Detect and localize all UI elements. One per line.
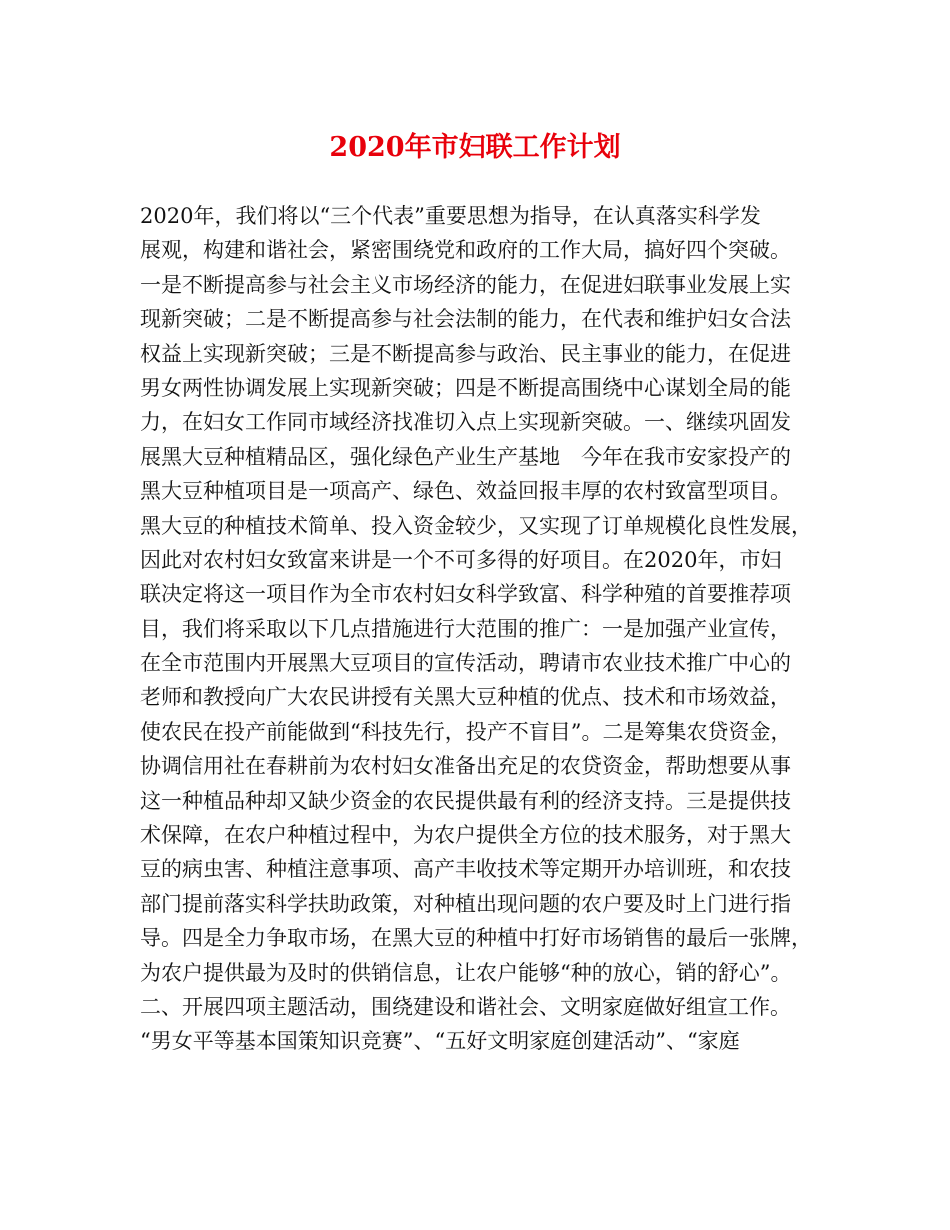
body-line: 这一种植品种却又缺少资金的农民提供最有利的经济支持。三是提供技 <box>140 788 791 813</box>
body-line: 2020年，我们将以“三个代表”重要思想为指导，在认真落实科学发 <box>140 204 761 228</box>
body-line: “男女平等基本国策知识竞赛”、“五好文明家庭创建活动”、“家庭 <box>140 1029 740 1054</box>
body-line: 二、开展四项主题活动，围绕建设和谐社会、文明家庭做好组宣工作。 <box>140 994 791 1019</box>
body-line: 老师和教授向广大农民讲授有关黑大豆种植的优点、技术和市场效益， <box>140 685 791 710</box>
body-line: 使农民在投产前能做到“科技先行，投产不盲目”。二是筹集农贷资金， <box>140 719 792 744</box>
body-line: 联决定将这一项目作为全市农村妇女科学致富、科学种殖的首要推荐项 <box>140 582 791 607</box>
body-line: 男女两性协调发展上实现新突破；四是不断提高围绕中心谋划全局的能 <box>140 375 791 400</box>
body-line: 黑大豆的种植技术简单、投入资金较少，又实现了订单规模化良性发展， <box>140 513 812 538</box>
body-line: 展黑大豆种植精品区，强化绿色产业生产基地 今年在我市安家投产的 <box>140 444 791 469</box>
body-line: 导。四是全力争取市场，在黑大豆的种植中打好市场销售的最后一张牌， <box>140 926 812 951</box>
body-line: 目，我们将采取以下几点措施进行大范围的推广：一是加强产业宣传， <box>140 616 791 641</box>
document-body <box>140 199 820 1059</box>
body-line: 在全市范围内开展黑大豆项目的宣传活动，聘请市农业技术推广中心的 <box>140 651 791 676</box>
body-line: 因此对农村妇女致富来讲是一个不可多得的好项目。在2020年，市妇 <box>140 547 782 572</box>
body-line: 黑大豆种植项目是一项高产、绿色、效益回报丰厚的农村致富型项目。 <box>140 479 791 504</box>
body-line: 一是不断提高参与社会主义市场经济的能力，在促进妇联事业发展上实 <box>140 272 791 297</box>
body-line: 为农户提供最为及时的供销信息，让农户能够“种的放心，销的舒心”。 <box>140 960 792 985</box>
body-line: 力，在妇女工作同市域经济找准切入点上实现新突破。一、继续巩固发 <box>140 410 791 435</box>
body-line: 术保障，在农户种植过程中，为农户提供全方位的技术服务，对于黑大 <box>140 823 791 848</box>
body-line: 现新突破；二是不断提高参与社会法制的能力，在代表和维护妇女合法 <box>140 307 791 332</box>
body-line: 权益上实现新突破；三是不断提高参与政治、民主事业的能力，在促进 <box>140 341 791 366</box>
document-title: 2020年市妇联工作计划 <box>329 132 621 163</box>
body-line: 部门提前落实科学扶助政策，对种植出现问题的农户要及时上门进行指 <box>140 891 791 916</box>
body-line: 豆的病虫害、种植注意事项、高产丰收技术等定期开办培训班，和农技 <box>140 857 791 882</box>
body-line: 协调信用社在春耕前为农村妇女准备出充足的农贷资金，帮助想要从事 <box>140 754 791 779</box>
body-line: 展观，构建和谐社会，紧密围绕党和政府的工作大局，搞好四个突破。 <box>140 238 791 263</box>
